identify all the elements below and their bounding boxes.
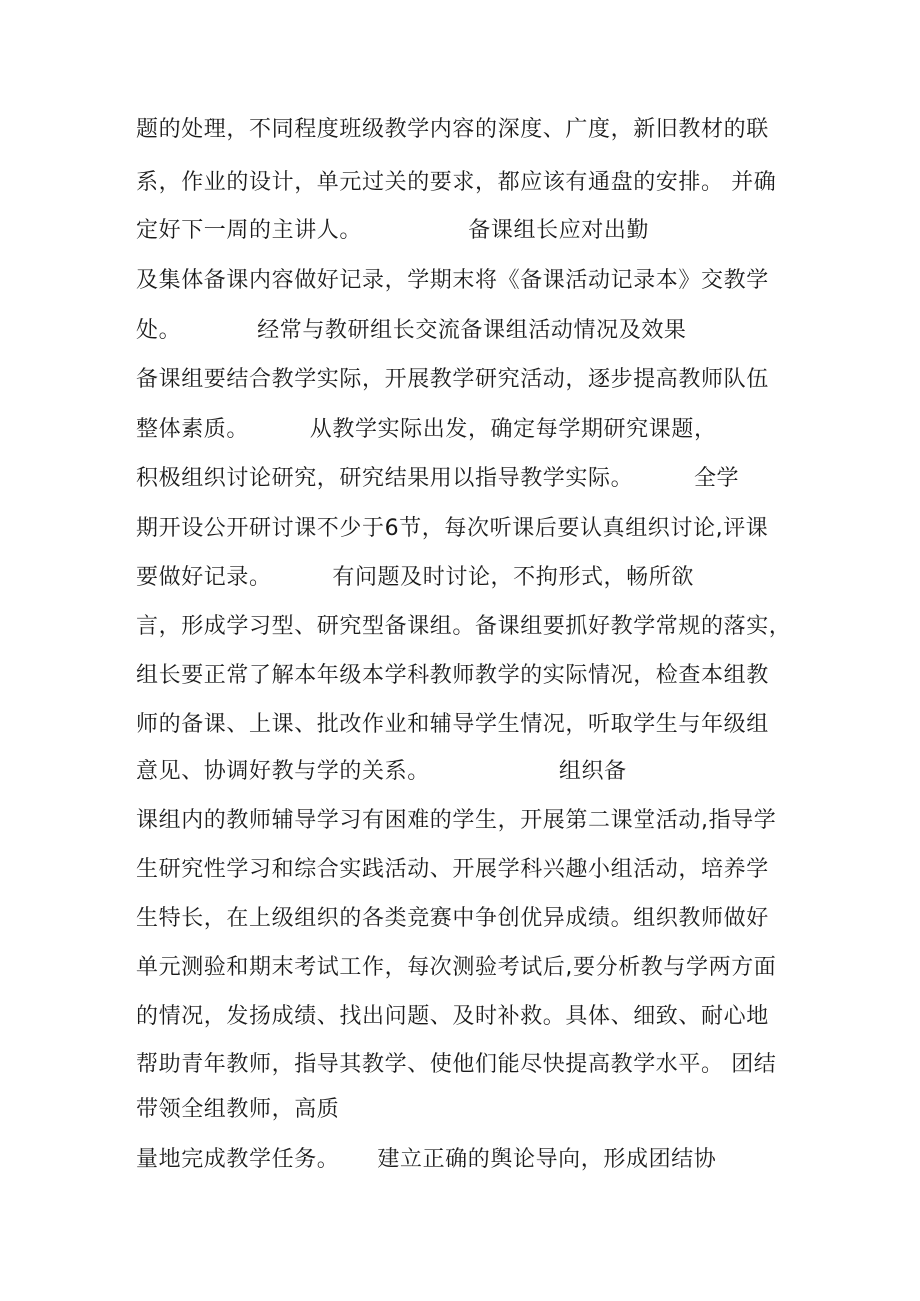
text-line: 期开设公开研讨课不少于6节，每次听课后要认真组织讨论,评课 <box>136 516 769 541</box>
text-line: 带领全组教师，高质 <box>136 1097 340 1122</box>
text-line: 系，作业的设计，单元过关的要求，都应该有通盘的安排。 并确 <box>136 170 777 195</box>
text-line: 帮助青年教师，指导其教学、使他们能尽快提高教学水平。 团结 <box>136 1052 777 1077</box>
text-line: 积极组织讨论研究，研究结果用以指导教学实际。 全学 <box>136 466 740 491</box>
text-line: 处。 经常与教研组长交流备课组活动情况及效果 <box>136 318 687 343</box>
text-line: 意见、协调好教与学的关系。 组织备 <box>136 759 627 784</box>
text-line: 题的处理，不同程度班级教学内容的深度、广度，新旧教材的联 <box>136 117 769 142</box>
text-line: 组长要正常了解本年级本学科教师教学的实际情况，检查本组教 <box>136 663 769 688</box>
text-line: 课组内的教师辅导学习有困难的学生，开展第二课堂活动,指导学 <box>136 808 777 833</box>
text-line: 及集体备课内容做好记录，学期末将《备课活动记录本》交教学 <box>136 268 769 293</box>
text-line: 言，形成学习型、研究型备课组。备课组要抓好教学常规的落实， <box>136 614 792 639</box>
text-line: 定好下一周的主讲人。 备课组长应对出勤 <box>136 218 650 243</box>
text-line: 的情况，发扬成绩、找出问题、及时补救。具体、细致、耐心地 <box>136 1004 769 1029</box>
text-line: 生研究性学习和综合实践活动、开展学科兴趣小组活动，培养学 <box>136 857 769 882</box>
text-line: 单元测验和期末考试工作，每次测验考试后,要分析教与学两方面 <box>136 955 777 980</box>
text-line: 量地完成教学任务。 建立正确的舆论导向，形成团结协 <box>136 1147 717 1172</box>
text-line: 师的备课、上课、批改作业和辅导学生情况，听取学生与年级组 <box>136 712 769 737</box>
text-line: 要做好记录。 有问题及时讨论，不拘形式，畅所欲 <box>136 565 694 590</box>
text-line: 备课组要结合教学实际，开展教学研究活动，逐步提高教师队伍 <box>136 367 769 392</box>
text-line: 生特长，在上级组织的各类竞赛中争创优异成绩。组织教师做好 <box>136 906 769 931</box>
text-line: 整体素质。 从教学实际出发，确定每学期研究课题， <box>136 417 717 442</box>
